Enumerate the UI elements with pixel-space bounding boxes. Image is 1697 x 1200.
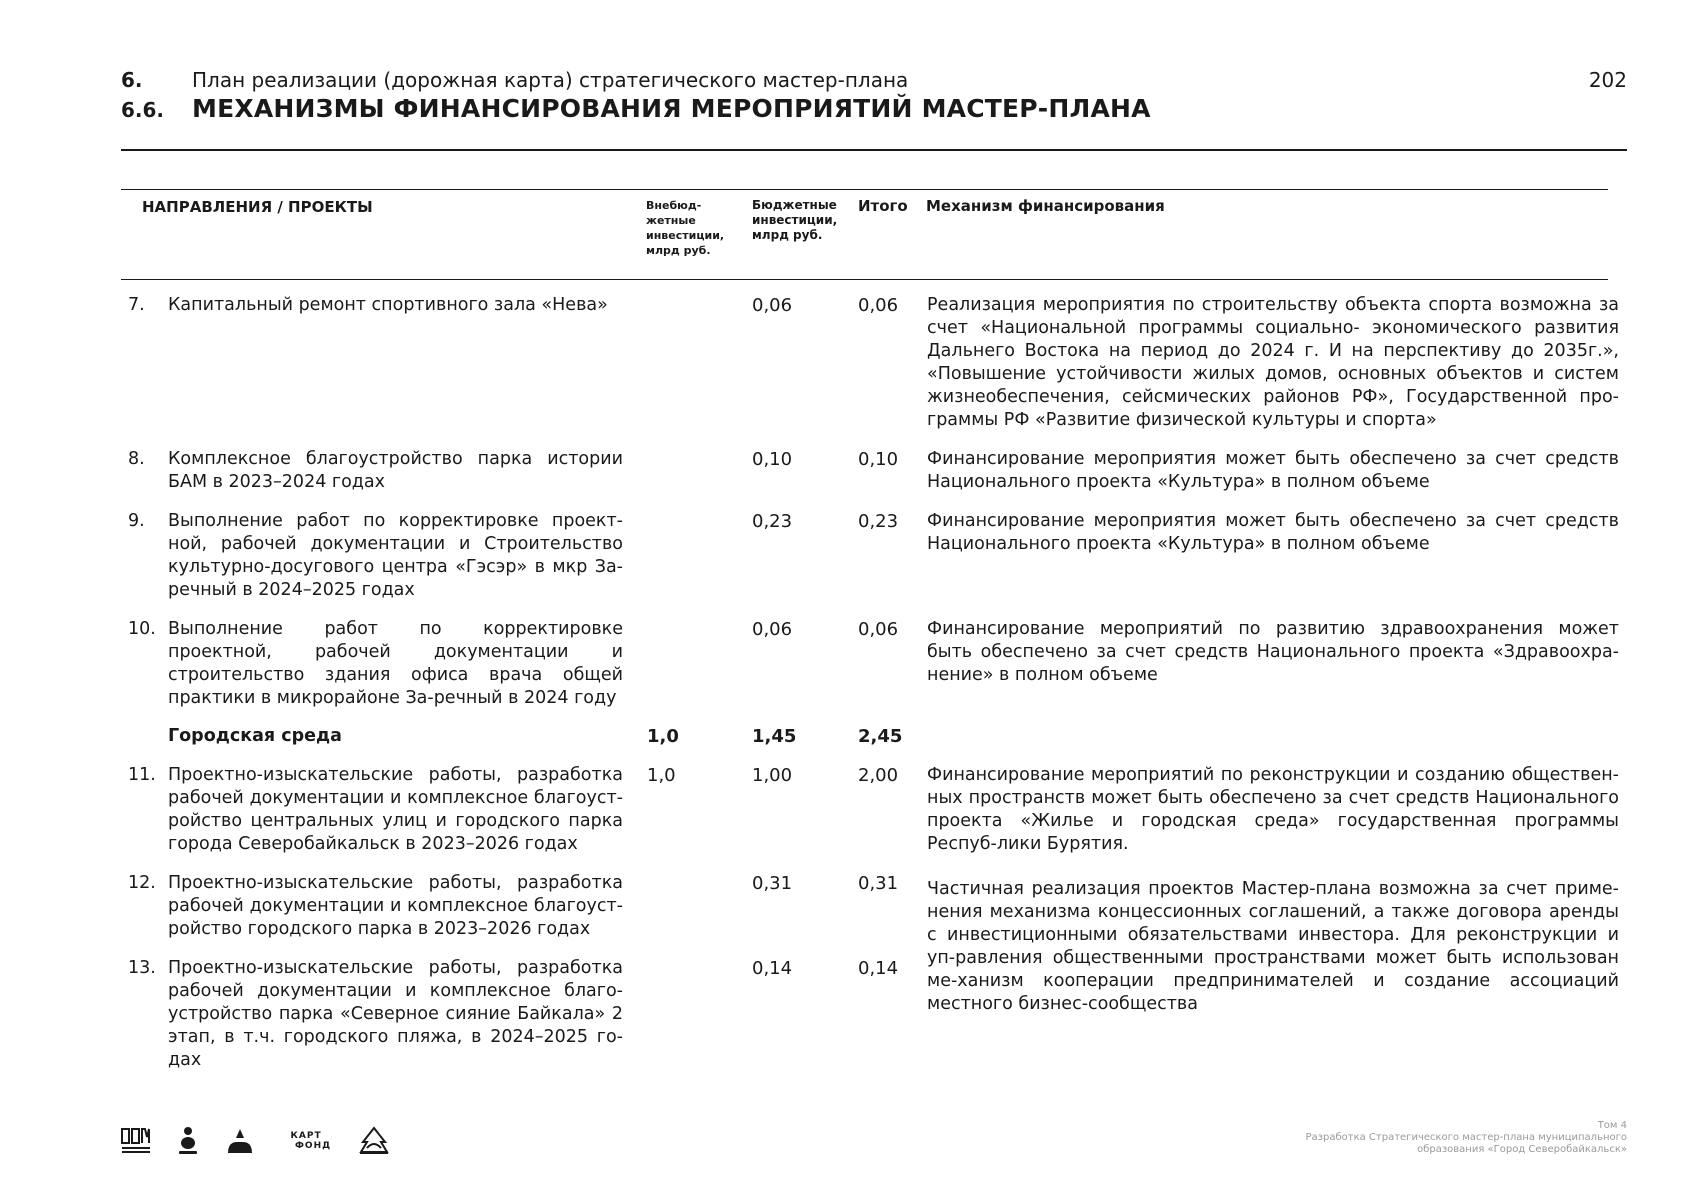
column-header-direction: НАПРАВЛЕНИЯ / ПРОЕКТЫ [142,198,373,216]
kart-fond-line2: ФОНД [295,1141,332,1151]
row-budget: 0,10 [752,449,793,470]
section-number: 6. [121,68,143,92]
row-group-name: Городская среда [168,726,342,746]
row-total: 0,31 [858,873,899,894]
row-mechanism: Реализация мероприятия по строительству объекта спорта возможна за счет «Национальной программы социально- экономического развития Дальнего Востока на период до 2024 г. И на перспективу до 2035г.», «Повышение устойчивости жилых домов, основных объектов и систем жизнеобеспечения, сейсмических районов РФ», Государственной про-граммы РФ «Развитие физической культуры и спорта» [927,295,1619,430]
row-project-name: Выполнение работ по корректировке проект-ной, рабочей документации и Строительство культурно-досугового центра «Гэсэр» в мкр За-речный в 2024–2025 годах [168,511,623,600]
column-header-mechanism: Механизм финансирования [926,197,1165,215]
kart-fond-logo [281,1131,331,1151]
kart-fond-line1: КАРТ [290,1131,322,1141]
page-title: МЕХАНИЗМЫ ФИНАНСИРОВАНИЯ МЕРОПРИЯТИЙ МАСТЕР-ПЛАНА [192,94,1151,123]
footer-volume: Том 4 [1597,1120,1627,1131]
row-total: 0,14 [858,958,899,979]
row-number: 12. [128,873,156,893]
footer-logos [121,1126,391,1156]
column-header-budget: Бюджетные инвестиции, млрд руб. [752,198,838,242]
row-mechanism: Частичная реализация проектов Мастер-плана возможна за счет приме-нения механизма концессионных соглашений, а также договора аренды с инвестиционными обязательствами инвестора. Для реконструкции и уп-равления общественными пространствами может быть использован ме-ханизм кооперации предпринимателей и создание ассоциаций местного бизнес-сообщества [927,879,1619,1014]
dom-rf-logo-icon [121,1127,151,1155]
row-project-name: Проектно-изыскательские работы, разработка рабочей документации и комплексное благоуст-ройство городского парка в 2023–2026 годах [168,873,623,939]
region-logo-icon [225,1126,255,1156]
row-budget: 0,23 [752,511,793,532]
row-budget: 0,31 [752,873,793,894]
table-header-border [121,279,1608,280]
subsection-number: 6.6. [121,98,165,122]
table-top-border [121,189,1608,190]
emblem-logo-icon [177,1126,199,1156]
row-total: 0,06 [858,295,899,316]
column-header-total: Итого [858,197,908,215]
row-budget: 0,06 [752,619,793,640]
row-total: 2,00 [858,765,899,786]
row-budget: 0,14 [752,958,793,979]
row-mechanism: Финансирование мероприятия может быть обеспечено за счет средств Национального проекта «Культура» в полном объеме [927,511,1619,554]
row-number: 7. [128,295,145,315]
row-number: 13. [128,958,156,978]
row-total: 2,45 [858,726,903,747]
row-mechanism: Финансирование мероприятий по развитию здравоохранения может быть обеспечено за счет средств Национального проекта «Здравоохра-нение» в полном объеме [927,619,1619,685]
header-divider [121,149,1627,151]
row-project-name: Проектно-изыскательские работы, разработка рабочей документации и комплексное благоуст-ройство центральных улиц и городского парка города Северобайкальск в 2023–2026 годах [168,765,623,854]
section-title: План реализации (дорожная карта) стратегического мастер-плана [192,68,909,92]
row-project-name: Капитальный ремонт спортивного зала «Нева» [168,295,608,315]
footer-caption-line2: Разработка Стратегического мастер-плана муниципального [1305,1132,1627,1143]
row-budget: 1,45 [752,726,797,747]
row-project-name: Проектно-изыскательские работы, разработка рабочей документации и комплексное благо-устройство парка «Северное сияние Байкала» 2 этап, в т.ч. городского пляжа, в 2024–2025 го-дах [168,958,623,1070]
row-total: 0,06 [858,619,899,640]
row-mechanism: Финансирование мероприятий по реконструкции и созданию обществен-ных пространств может быть обеспечено за счет средств Национального проекта «Жилье и городская среда» государственная программы Респуб-лики Бурятия. [927,765,1619,854]
row-number: 8. [128,449,145,469]
row-number: 10. [128,619,156,639]
footer-caption-line3: образования «Город Северобайкальск» [1417,1144,1627,1155]
page-number: 202 [1588,68,1627,92]
row-number: 11. [128,765,156,785]
row-budget: 0,06 [752,295,793,316]
row-extrabudget: 1,0 [647,726,679,747]
footer-caption [1227,1120,1627,1156]
row-project-name: Комплексное благоустройство парка истории БАМ в 2023–2024 годах [168,449,623,492]
row-budget: 1,00 [752,765,793,786]
row-total: 0,23 [858,511,899,532]
row-extrabudget: 1,0 [647,765,676,786]
row-number: 9. [128,511,145,531]
row-project-name: Выполнение работ по корректировке проектной, рабочей документации и строительство здания офиса врача общей практики в микрорайоне За-речный в 2024 году [168,619,623,708]
row-mechanism: Финансирование мероприятия может быть обеспечено за счет средств Национального проекта «Культура» в полном объеме [927,449,1619,492]
city-emblem-logo-icon [357,1126,391,1156]
row-total: 0,10 [858,449,899,470]
column-header-extrabudget: Внебюд- жетные инвестиции, млрд руб. [646,199,725,257]
